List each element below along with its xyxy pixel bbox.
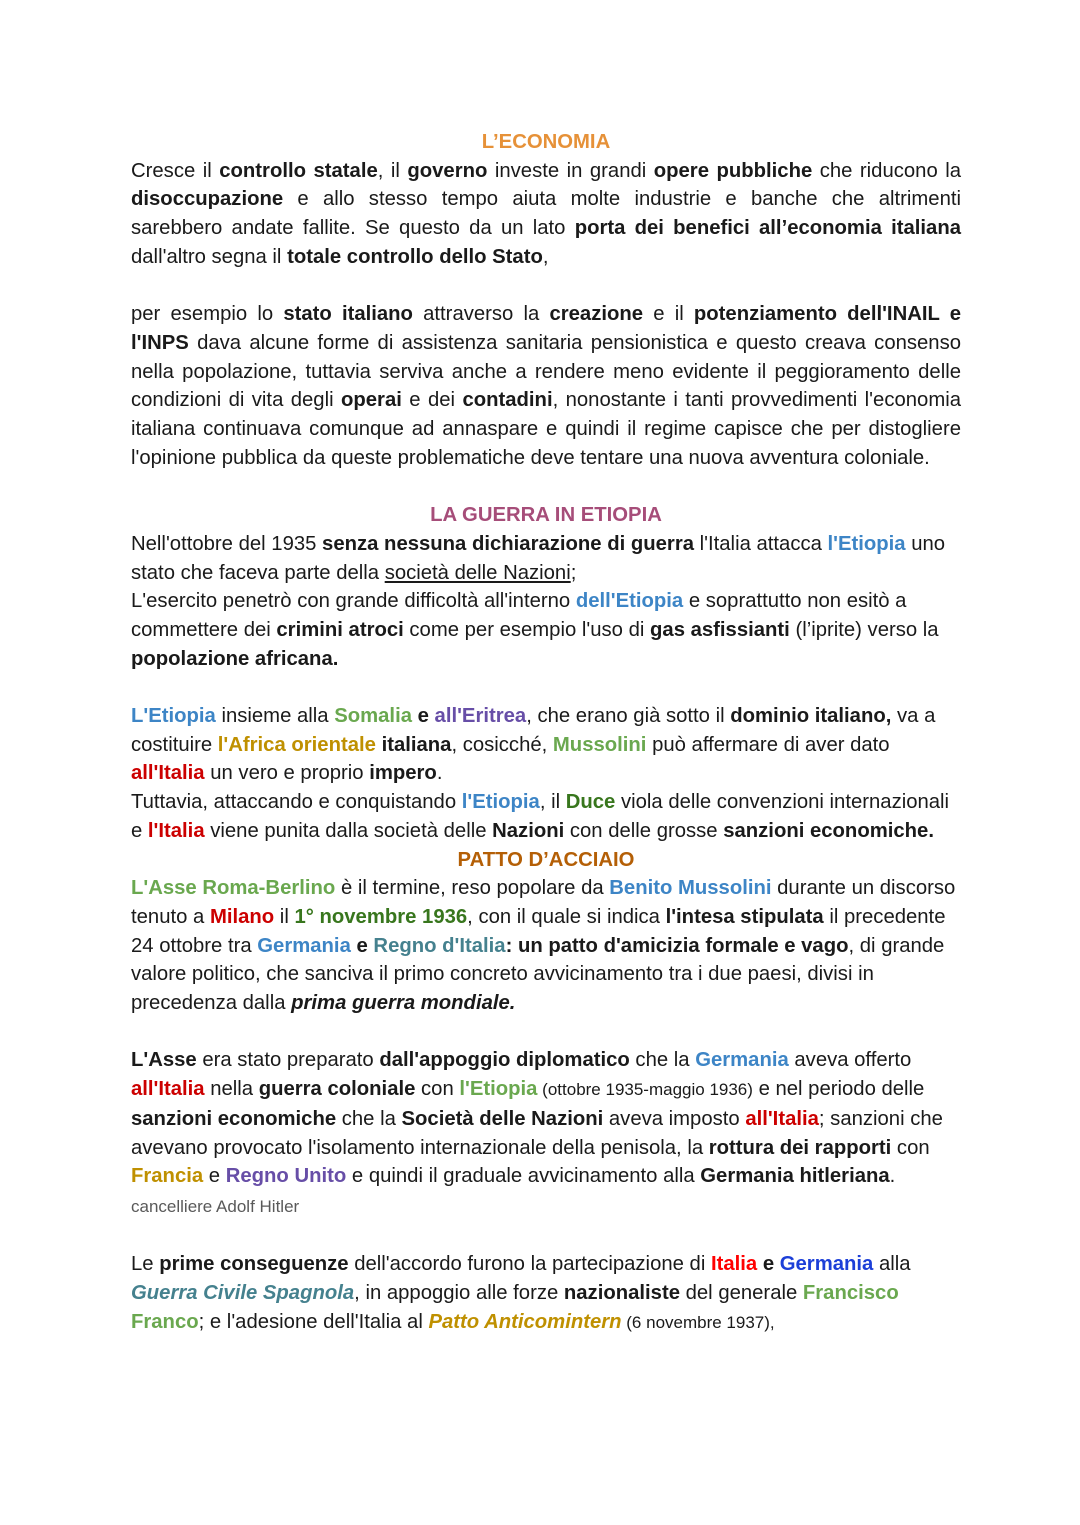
paragraph-spacer: [131, 673, 961, 702]
bold-text: totale controllo dello Stato: [287, 245, 543, 268]
highlighted-term: L'Etiopia: [131, 705, 216, 728]
text-run: e: [203, 1165, 226, 1188]
bold-text: Società delle Nazioni: [401, 1107, 604, 1130]
text-run: con delle grosse: [564, 819, 724, 842]
text-run: , il: [377, 159, 408, 182]
text-run: con: [891, 1136, 930, 1159]
text-run: alla: [873, 1253, 911, 1276]
paragraph: [131, 702, 961, 788]
bold-text: L'Asse: [131, 1049, 197, 1072]
paragraph: [131, 1250, 961, 1337]
bold-text: gas asfissianti: [650, 618, 790, 641]
bold-text: disoccupazione: [131, 188, 284, 211]
highlighted-term: all'Italia: [745, 1107, 819, 1130]
highlighted-term: Guerra Civile Spagnola: [131, 1282, 355, 1305]
bold-text: sanzioni economiche: [131, 1107, 337, 1130]
text-run: attraverso la: [412, 303, 550, 326]
text-run: Tuttavia, attaccando e conquistando: [131, 791, 462, 814]
section-heading: L’ECONOMIA: [481, 131, 611, 153]
bold-text: nazionaliste: [563, 1282, 680, 1305]
text-run: (6 novembre 1937),: [621, 1312, 775, 1332]
text-run: ; sanzioni che avevano provocato l'isolamento internazionale della penisola, la: [131, 1107, 943, 1159]
section-heading: PATTO D’ACCIAIO: [457, 848, 635, 871]
highlighted-term: dell'Etiopia: [575, 590, 684, 613]
highlighted-term: Regno d'Italia: [373, 934, 506, 957]
text-run: ;: [570, 561, 577, 584]
highlighted-term: 1° novembre 1936: [294, 905, 468, 928]
text-run: dava alcune forme di assistenza sanitaria pensionistica e questo creava consenso nella popolazione, tuttavia serviva anche a rendere meno evidente il peggioramento delle condizioni di vita degli: [131, 331, 961, 412]
text-run: può affermare di aver dato: [646, 733, 890, 756]
bold-text: operai: [341, 389, 402, 412]
text-run: Cresce il: [131, 159, 220, 182]
text-run: con: [415, 1078, 460, 1101]
highlighted-term: Germania: [779, 1253, 874, 1276]
bold-text: impero: [369, 762, 437, 785]
highlighted-term: Duce: [565, 791, 616, 814]
highlighted-term: all'Italia: [131, 762, 205, 785]
paragraph: [131, 157, 961, 272]
paragraph: [131, 788, 961, 845]
paragraph-spacer: [131, 472, 961, 501]
highlighted-term: Mussolini: [552, 733, 647, 756]
highlighted-term: Somalia: [334, 705, 412, 728]
highlighted-term: Francia: [131, 1165, 204, 1188]
text-run: , in appoggio alle forze: [354, 1282, 564, 1305]
text-run: come per esempio l'uso di: [403, 618, 651, 641]
text-run: aveva imposto: [603, 1107, 746, 1130]
text-run: e nel periodo delle: [752, 1078, 925, 1101]
bold-text: Germania hitleriana: [700, 1165, 890, 1188]
highlighted-term: Milano: [209, 905, 275, 928]
paragraph-spacer: [131, 272, 961, 301]
highlighted-term: l'Etiopia: [459, 1078, 538, 1101]
paragraph: [131, 587, 961, 673]
text-run: investe in grandi: [487, 159, 654, 182]
highlighted-term: all'Italia: [131, 1078, 205, 1101]
bold-text: dall'appoggio diplomatico: [379, 1049, 630, 1072]
text-run: e dei: [401, 389, 463, 412]
text-run: .: [889, 1165, 896, 1188]
text-run: che la: [629, 1049, 696, 1072]
text-run: nella: [204, 1078, 259, 1101]
bold-text: prima guerra mondiale.: [291, 992, 516, 1015]
text-run: Le: [131, 1253, 160, 1276]
highlighted-term: l'Italia: [147, 819, 205, 842]
text-run: insieme alla: [215, 705, 335, 728]
highlighted-term: Germania: [257, 934, 351, 957]
bold-text: : un patto d'amicizia formale e vago: [505, 934, 849, 957]
paragraph: [131, 300, 961, 472]
text-run: viene punita dalla società delle: [204, 819, 493, 842]
text-run: il precedente 24 ottobre tra: [131, 905, 946, 957]
text-run: il: [274, 905, 295, 928]
text-run: cancelliere Adolf Hitler: [131, 1196, 300, 1216]
paragraph: [131, 530, 961, 587]
paragraph: [131, 874, 961, 1018]
highlighted-term: Regno Unito: [225, 1165, 347, 1188]
text-run: l'Italia attacca: [694, 532, 828, 555]
bold-text: potenziamento dell'INAIL e l'INPS: [131, 303, 961, 354]
bold-text: Nazioni: [492, 819, 565, 842]
highlighted-term: L'Asse Roma-Berlino: [131, 877, 336, 900]
text-run: ,: [542, 245, 549, 268]
highlighted-term: l'Etiopia: [827, 532, 906, 555]
bold-text: l'intesa stipulata: [665, 905, 824, 928]
bold-text: e: [757, 1253, 780, 1276]
text-run: (l’iprite) verso la: [789, 618, 939, 641]
text-run: e quindi il graduale avvicinamento alla: [346, 1165, 701, 1188]
text-run: durante un discorso tenuto a: [131, 877, 956, 928]
highlighted-term: Benito Mussolini: [609, 877, 772, 900]
bold-text: e: [350, 934, 374, 957]
bold-text: sanzioni economiche.: [723, 819, 934, 842]
highlighted-term: Francisco Franco: [131, 1282, 899, 1333]
bold-text: controllo statale: [219, 159, 378, 182]
bold-text: creazione: [549, 303, 644, 326]
text-run: che riducono la: [812, 159, 961, 182]
highlighted-term: l'Etiopia: [461, 791, 540, 814]
bold-text: prime conseguenze: [159, 1253, 349, 1276]
text-run: , il: [539, 791, 566, 814]
text-run: che la: [336, 1107, 402, 1130]
bold-text: crimini atroci: [276, 618, 404, 641]
bold-text: porta dei benefici all’economia italiana: [574, 217, 961, 240]
text-run: uno stato che faceva parte della: [131, 532, 946, 584]
text-run: va a costituire: [131, 705, 936, 756]
highlighted-term: Italia: [710, 1253, 758, 1276]
bold-text: contadini: [462, 389, 553, 412]
paragraph-spacer: [131, 1222, 961, 1251]
text-run: , nonostante i tanti provvedimenti l'economia italiana continuava comunque ad annaspare e quindi il regime capisce che per distogliere l'opinione pubblica da queste problematiche deve tentare una nuova avventura coloniale.: [131, 389, 961, 469]
text-run: e allo stesso tempo aiuta molte industrie e banche che altrimenti sarebbero andate fallite. Se questo da un lato: [131, 188, 961, 240]
text-run: è il termine, reso popolare da: [335, 877, 610, 900]
bold-text: rottura dei rapporti: [708, 1136, 892, 1159]
bold-text: guerra coloniale: [258, 1078, 416, 1101]
text-run: un vero e proprio: [204, 762, 370, 785]
text-run: (ottobre 1935-maggio 1936): [537, 1080, 753, 1100]
text-run: del generale: [679, 1282, 803, 1305]
text-run: società delle Nazioni: [384, 561, 571, 584]
highlighted-term: Patto Anticomintern: [428, 1310, 622, 1333]
bold-text: popolazione africana.: [131, 647, 339, 670]
bold-text: italiana: [381, 733, 452, 756]
text-run: Nell'ottobre del 1935: [131, 532, 323, 555]
text-run: per esempio lo: [131, 303, 284, 326]
paragraph-spacer: [131, 1018, 961, 1047]
text-run: dall'altro segna il: [131, 245, 288, 268]
text-run: , cosicché,: [451, 733, 553, 756]
bold-text: stato italiano: [283, 303, 413, 326]
section-heading: LA GUERRA IN ETIOPIA: [430, 504, 662, 527]
text-run: , di grande valore politico, che sanciva il primo concreto avvicinamento tra i due paesi, divisi in precedenza dalla: [131, 934, 945, 1015]
text-run: viola delle convenzioni internazionali e: [131, 791, 950, 842]
text-run: ; e l'adesione dell'Italia al: [198, 1310, 429, 1333]
text-run: e il: [643, 303, 694, 326]
bold-text: governo: [407, 159, 488, 182]
text-run: e soprattutto non esitò a commettere dei: [131, 590, 907, 641]
highlighted-term: all'Eritrea: [434, 705, 527, 728]
text-run: .: [436, 762, 443, 785]
paragraph: [131, 1046, 961, 1221]
text-run: aveva offerto: [788, 1049, 912, 1072]
bold-text: opere pubbliche: [653, 159, 813, 182]
bold-text: e: [411, 705, 435, 728]
highlighted-term: Germania: [695, 1049, 789, 1072]
bold-text: senza nessuna dichiarazione di guerra: [322, 532, 694, 555]
highlighted-term: l'Africa orientale: [217, 733, 376, 756]
text-run: L'esercito penetrò con grande difficoltà all'interno: [131, 590, 576, 613]
bold-text: dominio italiano,: [730, 705, 892, 728]
document-page: [131, 128, 961, 1337]
text-run: era stato preparato: [196, 1049, 380, 1072]
text-run: , con il quale si indica: [467, 905, 666, 928]
text-run: , che erano già sotto il: [526, 705, 731, 728]
text-run: dell'accordo furono la partecipazione di: [348, 1253, 711, 1276]
